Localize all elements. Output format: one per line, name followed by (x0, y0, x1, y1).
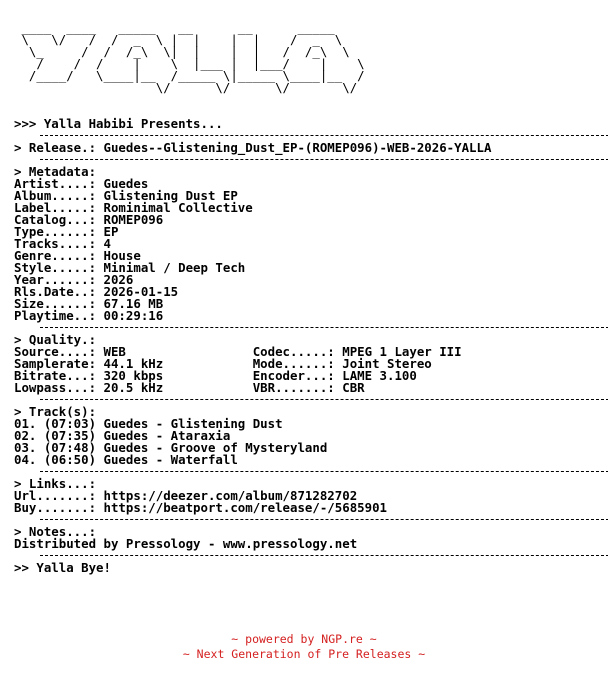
metadata-line: Label.....: Rominimal Collective (14, 200, 253, 215)
metadata-line: Tracks....: 4 (14, 236, 111, 251)
link-line[interactable]: Buy.......: https://beatport.com/release/-/5685901 (14, 500, 387, 515)
divider (14, 466, 491, 478)
metadata-line: Catalog...: ROMEP096 (14, 212, 164, 227)
outro-line: >> Yalla Bye! (14, 560, 111, 575)
nfo-text (14, 22, 491, 574)
metadata-line: Artist....: Guedes (14, 176, 149, 191)
footer-tagline: ~ Next Generation of Pre Releases ~ (182, 647, 426, 661)
footer-powered-by[interactable]: ~ powered by NGP.re ~ (231, 632, 377, 646)
divider (14, 154, 491, 166)
divider (14, 514, 491, 526)
metadata-line: Album.....: Glistening Dust EP (14, 188, 238, 203)
divider (14, 130, 491, 142)
quality-header: > Quality.: (14, 332, 97, 347)
track-line: 04. (06:50) Guedes - Waterfall (14, 452, 238, 467)
metadata-line: Type......: EP (14, 224, 119, 239)
metadata-line: Year......: 2026 (14, 272, 134, 287)
divider (14, 550, 491, 562)
logo-line: ____ ____ _____ __ __ _____ \ \/ / / _ \ | | | | / _ \ \_ / / /_\ \| | | | / /_\ \ / / / | \ |___ | |___/ | \ /____/ \____|__ /_____ \|_____ \____|__ / \/ \/ \/ \/ (21, 20, 365, 95)
track-line: 03. (07:48) Guedes - Groove of Mysteryland (14, 440, 328, 455)
track-line: 02. (07:35) Guedes - Ataraxia (14, 428, 231, 443)
release-line: > Release.: Guedes--Glistening_Dust_EP-(ROMEP096)-WEB-2026-YALLA (14, 140, 492, 155)
tracks-header: > Track(s): (14, 404, 97, 419)
notes-line: Distributed by Pressology - www.pressology.net (14, 536, 358, 551)
quality-line: Samplerate: 44.1 kHz Mode......: Joint Stereo (14, 356, 432, 371)
links-header: > Links...: (14, 476, 97, 491)
link-line[interactable]: Url.......: https://deezer.com/album/871282702 (14, 488, 358, 503)
quality-line: Lowpass...: 20.5 kHz VBR.......: CBR (14, 380, 365, 395)
track-line: 01. (07:03) Guedes - Glistening Dust (14, 416, 283, 431)
notes-header: > Notes...: (14, 524, 97, 539)
metadata-line: Size......: 67.16 MB (14, 296, 164, 311)
divider (14, 394, 491, 406)
divider (14, 322, 491, 334)
metadata-line: Playtime..: 00:29:16 (14, 308, 164, 323)
metadata-header: > Metadata: (14, 164, 97, 179)
intro-line: >>> Yalla Habibi Presents... (14, 116, 223, 131)
metadata-line: Style.....: Minimal / Deep Tech (14, 260, 246, 275)
metadata-line: Genre.....: House (14, 248, 141, 263)
metadata-line: Rls.Date..: 2026-01-15 (14, 284, 179, 299)
quality-line: Bitrate...: 320 kbps Encoder...: LAME 3.100 (14, 368, 417, 383)
quality-line: Source....: WEB Codec.....: MPEG 1 Layer III (14, 344, 462, 359)
